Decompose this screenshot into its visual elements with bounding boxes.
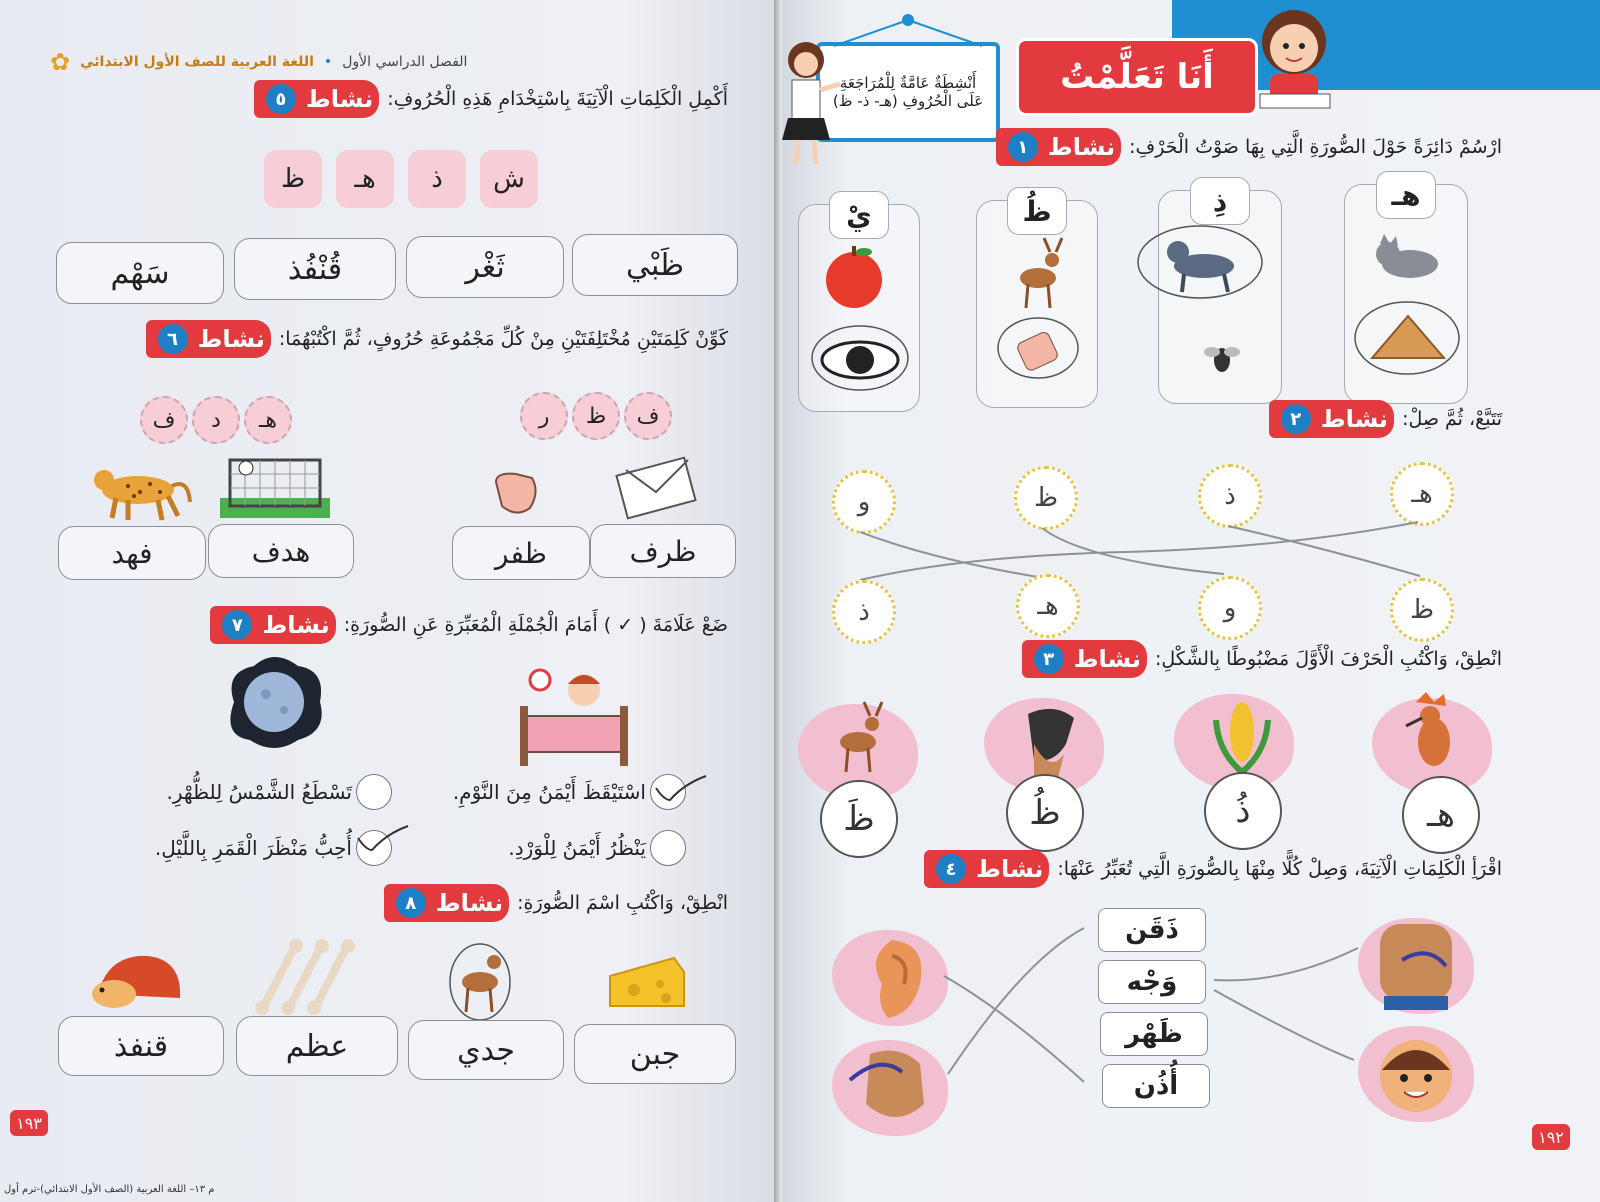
- activity3-instruction: انْطِقْ، وَاكْتُبِ الْحَرْفَ الْأَوَّلَ مَضْبُوطًا بِالشَّكْلِ:: [1154, 648, 1502, 670]
- top-letter[interactable]: ظ: [1014, 466, 1078, 530]
- letter-column: هـ: [1344, 184, 1468, 404]
- activity7-header: [210, 606, 728, 644]
- envelope-image: [616, 458, 706, 518]
- answer-box[interactable]: هدف: [208, 524, 354, 578]
- answer-box[interactable]: عظم: [236, 1016, 398, 1076]
- activity3-badge: ٣ نشاط: [1022, 640, 1147, 678]
- answer-box[interactable]: جبن: [574, 1024, 736, 1084]
- bottom-letter[interactable]: ذ: [832, 580, 896, 644]
- activity7-badge: ٧ نشاط: [210, 606, 335, 644]
- goal-image: [220, 454, 330, 522]
- header-term: الفصل الدراسي الأول: [342, 54, 468, 70]
- activity6-badge: ٦ نشاط: [146, 320, 271, 358]
- answer-box[interactable]: ظفر: [452, 526, 590, 580]
- answer-box[interactable]: جدي: [408, 1020, 564, 1080]
- activity4-badge: ٤ نشاط: [924, 850, 1049, 888]
- cheese-image: [604, 950, 688, 1014]
- activity1-badge: ١ نشاط: [996, 128, 1121, 166]
- check-mark: [352, 820, 412, 860]
- answer-circle[interactable]: ظُ: [1006, 774, 1084, 852]
- sentence-option: تَسْطَعُ الشَّمْسُ لِلظُّهْرِ.: [166, 780, 352, 804]
- right-page: [784, 0, 1600, 1202]
- activity8-badge: ٨ نشاط: [384, 884, 509, 922]
- activity4-instruction: اقْرَأِ الْكَلِمَاتِ الْآتِيَةَ، وَصِلْ كُلًّا مِنْهَا بِالصُّورَةِ الَّتِي تُعَبِّرُ عَنْهَا:: [1057, 858, 1502, 880]
- letter-circle: هـ: [244, 396, 292, 444]
- activity8-instruction: انْطِقْ، وَاكْتُبِ اسْمَ الصُّورَةِ:: [517, 892, 728, 914]
- answer-circle[interactable]: ذُ: [1204, 772, 1282, 850]
- boy-waking-image: [520, 666, 630, 770]
- word-box[interactable]: سَهْم: [56, 242, 224, 304]
- page-footer: م ١٣– اللغة العربية (الصف الأول الابتدائي)-ترم أول: [4, 1184, 215, 1195]
- activity2-instruction: تَتَبَّعْ، ثُمَّ صِلْ:: [1402, 408, 1502, 430]
- activity1-instruction: ارْسُمْ دَائِرَةً حَوْلَ الصُّورَةِ الَّتِي بِهَا صَوْتُ الْحَرْفِ:: [1129, 136, 1502, 158]
- letter-column: يْ: [798, 204, 920, 412]
- page-number: ١٩٢: [1532, 1124, 1570, 1150]
- check-mark: [650, 770, 710, 810]
- gazelle-image: [440, 938, 524, 1022]
- moon-night-image: [214, 652, 334, 752]
- letter-circle: ف: [140, 396, 188, 444]
- activity5-instruction: أَكْمِلِ الْكَلِمَاتِ الْآتِيَةَ بِاسْتِخْدَامِ هَذِهِ الْحُرُوفِ:: [387, 88, 728, 110]
- bottom-letter[interactable]: هـ: [1016, 574, 1080, 638]
- activity6-header: [146, 320, 729, 358]
- activity5-badge: ٥ نشاط: [254, 80, 379, 118]
- answer-box[interactable]: فهد: [58, 526, 206, 580]
- page-number: ١٩٣: [10, 1110, 48, 1136]
- word-box[interactable]: ظَبْي: [572, 234, 738, 296]
- answer-circle[interactable]: هـ: [1402, 776, 1480, 854]
- sentence-option: أُحِبُّ مَنْظَرَ الْقَمَرِ بِاللَّيْلِ.: [154, 836, 352, 860]
- sentence-option: يَنْظُرُ أَيْمَنُ لِلْوَرْدِ.: [508, 836, 646, 860]
- letter-circle: ر: [520, 392, 568, 440]
- sentence-option: اسْتَيْقَظَ أَيْمَنُ مِنَ النَّوْمِ.: [452, 780, 646, 804]
- checkbox[interactable]: [650, 830, 686, 866]
- top-letter[interactable]: هـ: [1390, 462, 1454, 526]
- letter-tile: ذ: [408, 150, 466, 208]
- answer-circle[interactable]: ظَ: [820, 780, 898, 858]
- letter-tile: هـ: [336, 150, 394, 208]
- bottom-letter[interactable]: ظ: [1390, 578, 1454, 642]
- activity5-header: [254, 80, 728, 118]
- match-lines: [784, 0, 1600, 1202]
- activity7-instruction: ضَعْ عَلَامَةَ ( ✓ ) أَمَامَ الْجُمْلَةِ الْمُعَبِّرَةِ عَنِ الصُّورَةِ:: [343, 614, 728, 636]
- butterfly-icon: ✿: [50, 48, 71, 76]
- word-box[interactable]: ذَقَن: [1098, 908, 1206, 952]
- header-title: اللغة العربية للصف الأول الابتدائي: [80, 54, 314, 70]
- letter-circle: د: [192, 396, 240, 444]
- finger-image: [486, 462, 546, 522]
- word-box[interactable]: أُذُن: [1102, 1064, 1210, 1108]
- letter-circle: ظ: [572, 392, 620, 440]
- word-box[interactable]: ثَغْر: [406, 236, 564, 298]
- activity2-badge: ٢ نشاط: [1269, 400, 1394, 438]
- bones-image: [250, 940, 366, 1016]
- activity8-header: [384, 884, 728, 922]
- checkbox[interactable]: [356, 774, 392, 810]
- hedgehog-image: [88, 950, 188, 1012]
- word-box[interactable]: وَجْه: [1098, 960, 1206, 1004]
- letter-tile: ظ: [264, 150, 322, 208]
- bottom-letter[interactable]: و: [1198, 576, 1262, 640]
- word-box[interactable]: ظَهْر: [1100, 1012, 1208, 1056]
- top-letter[interactable]: و: [832, 470, 896, 534]
- banner-title: أَنَا تَعَلَّمْتُ: [1060, 57, 1214, 97]
- top-letter[interactable]: ذ: [1198, 464, 1262, 528]
- word-box[interactable]: قُنْفُذ: [234, 238, 396, 300]
- answer-box[interactable]: قنفذ: [58, 1016, 224, 1076]
- page-header: ✿ اللغة العربية للصف الأول الابتدائي • الفصل الدراسي الأول: [50, 48, 468, 76]
- left-page: [0, 0, 780, 1202]
- letter-tile: ش: [480, 150, 538, 208]
- sign-line2: عَلَى الْحُرُوفِ (هـ- ذ- ظ): [832, 92, 984, 110]
- letter-circle: ف: [624, 392, 672, 440]
- answer-box[interactable]: ظرف: [590, 524, 736, 578]
- sign-line1: أَنْشِطَةٌ عَامَّةٌ لِلْمُرَاجَعَةِ: [839, 74, 977, 92]
- cheetah-image: [88, 462, 192, 522]
- letter-column: ذِ: [1158, 190, 1282, 404]
- activity6-instruction: كَوِّنْ كَلِمَتَيْنِ مُخْتَلِفَتَيْنِ مِنْ كُلِّ مَجْمُوعَةِ حُرُوفٍ، ثُمَّ اكْتُبْهُمَا:: [278, 328, 728, 350]
- letter-column: ظُ: [976, 200, 1098, 408]
